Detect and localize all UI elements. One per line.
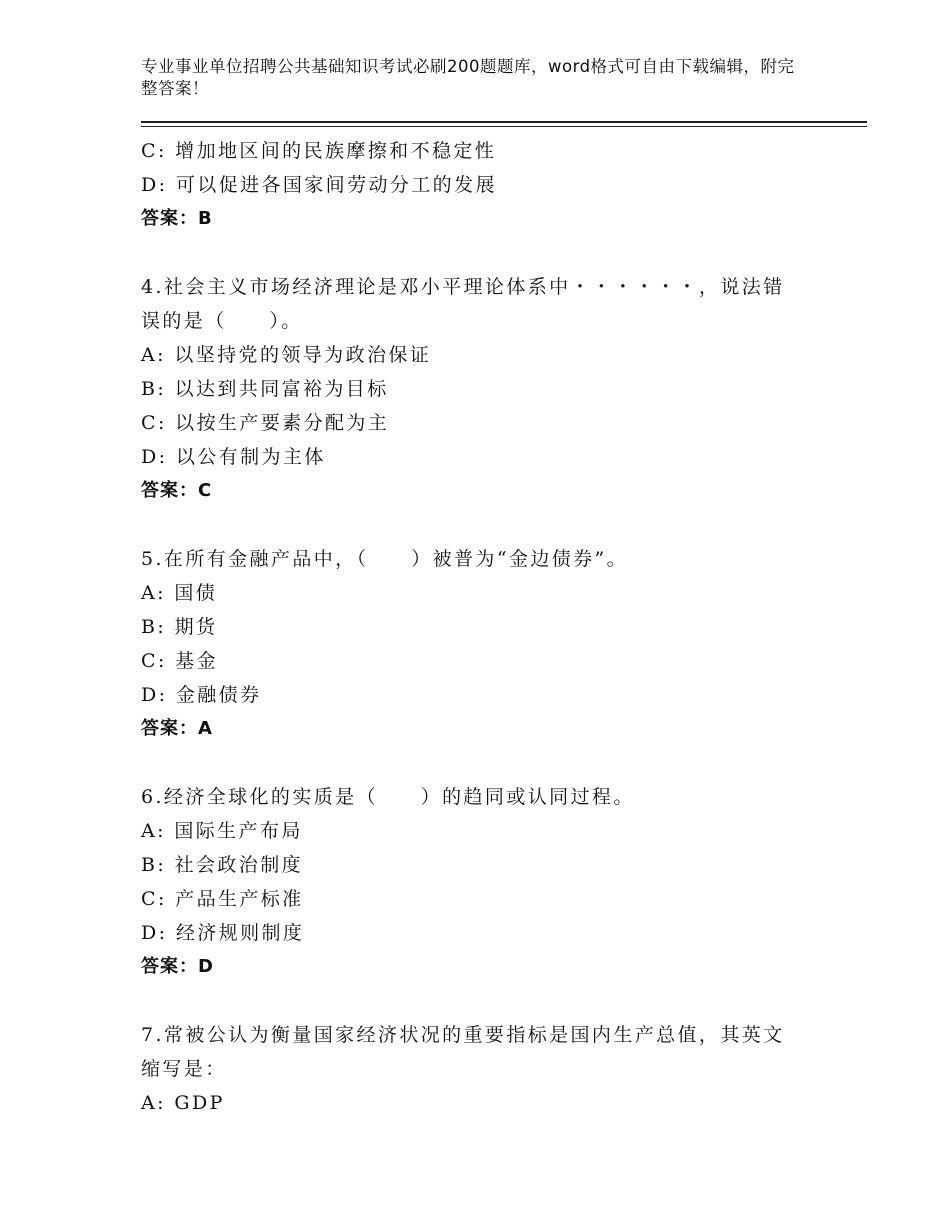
option-c: C: 基金 bbox=[141, 650, 218, 672]
answer-label: 答案：C bbox=[141, 480, 213, 501]
question-stem: 4.社会主义市场经济理论是邓小平理论体系中・・・・・・，说法错误的是（ ）。 bbox=[141, 276, 785, 332]
question-4 bbox=[141, 270, 831, 508]
answer-label: 答案：A bbox=[141, 718, 213, 739]
option-a: A: 以坚持党的领导为政治保证 bbox=[141, 344, 432, 366]
question-6 bbox=[141, 780, 831, 984]
question-stem: 5.在所有金融产品中，（ ）被普为“金边债券”。 bbox=[141, 548, 629, 570]
question-stem: 6.经济全球化的实质是（ ）的趋同或认同过程。 bbox=[141, 786, 635, 808]
option-d: D: 金融债券 bbox=[141, 684, 262, 706]
option-d: D: 经济规则制度 bbox=[141, 922, 305, 944]
header-divider-thick bbox=[141, 121, 867, 123]
option-b: B: 以达到共同富裕为目标 bbox=[141, 378, 389, 400]
answer-label: 答案：D bbox=[141, 956, 214, 977]
question-7 bbox=[141, 1018, 831, 1120]
option-c: C: 产品生产标准 bbox=[141, 888, 304, 910]
option-b: B: 期货 bbox=[141, 616, 218, 638]
question-stem: 7.常被公认为衡量国家经济状况的重要指标是国内生产总值，其英文缩写是： bbox=[141, 1024, 785, 1080]
answer-label: 答案：B bbox=[141, 208, 213, 229]
option-a: A: 国际生产布局 bbox=[141, 820, 303, 842]
question-list bbox=[141, 126, 831, 1120]
question-3 bbox=[141, 126, 831, 236]
option-d: D: 可以促进各国家间劳动分工的发展 bbox=[141, 174, 497, 196]
option-a: A: 国债 bbox=[141, 582, 218, 604]
option-c: C: 以按生产要素分配为主 bbox=[141, 412, 390, 434]
option-c: C: 增加地区间的民族摩擦和不稳定性 bbox=[141, 140, 497, 162]
document-header: 专业事业单位招聘公共基础知识考试必刷200题题库，word格式可自由下载编辑，附完整答案！ bbox=[141, 57, 795, 98]
question-5 bbox=[141, 542, 831, 746]
option-d: D: 以公有制为主体 bbox=[141, 446, 326, 468]
option-a: A: GDP bbox=[141, 1092, 225, 1114]
option-b: B: 社会政治制度 bbox=[141, 854, 304, 876]
